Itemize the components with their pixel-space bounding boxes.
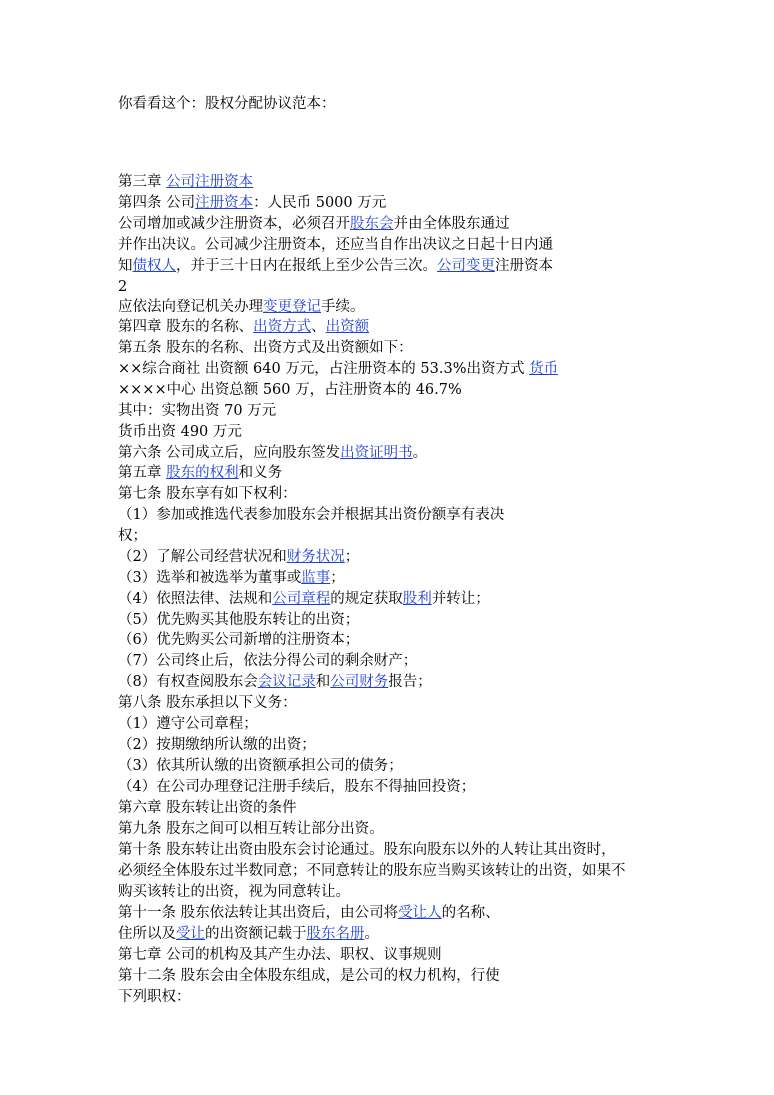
- text-line: [118, 966, 500, 986]
- text-span: 第四条 公司: [118, 195, 196, 211]
- text-line: [118, 422, 242, 442]
- text-line: [118, 882, 350, 902]
- text-line: [118, 861, 626, 881]
- text-span: 你看看这个：股权分配协议范本：: [118, 96, 336, 112]
- text-span: 并转让；: [431, 591, 490, 607]
- hyperlink[interactable]: 公司财务: [330, 674, 389, 690]
- text-span: 并作出决议。公司减少注册资本，还应当自作出决议之日起十日内通: [118, 237, 553, 253]
- text-span: （7）公司终止后，依法分得公司的剩余财产；: [118, 653, 418, 669]
- text-line: [118, 651, 417, 671]
- text-span: （1）参加或推选代表参加股东会并根据其出资份额享有表决: [118, 507, 505, 523]
- text-span: 第四章 股东的名称、: [118, 319, 254, 335]
- hyperlink[interactable]: 监事: [301, 570, 331, 586]
- hyperlink[interactable]: 公司章程: [272, 591, 331, 607]
- text-line: [118, 94, 336, 114]
- text-line: [118, 484, 297, 504]
- text-span: 货币出资 490 万元: [118, 424, 242, 440]
- text-span: 第三章: [118, 174, 167, 190]
- text-span: 第七条 股东享有如下权利：: [118, 486, 297, 502]
- text-span: 第十一条 股东依法转让其出资后，由公司将: [118, 905, 399, 921]
- text-span: 知: [118, 258, 133, 274]
- text-line: [118, 945, 442, 965]
- hyperlink[interactable]: 注册资本: [195, 195, 254, 211]
- text-line: [118, 547, 359, 567]
- text-line: [118, 526, 147, 546]
- text-span: （1）遵守公司章程；: [118, 716, 258, 732]
- text-span: 和: [315, 674, 331, 690]
- text-line: [118, 568, 345, 588]
- hyperlink[interactable]: 出资额: [325, 319, 370, 335]
- text-span: 并由全体股东通过: [393, 216, 510, 232]
- hyperlink[interactable]: 公司变更: [437, 258, 495, 274]
- hyperlink[interactable]: 变更登记: [263, 299, 321, 315]
- text-line: [118, 277, 127, 297]
- text-line: [118, 777, 475, 797]
- text-line: [118, 505, 504, 525]
- text-line: [118, 338, 413, 358]
- text-line: [118, 359, 558, 379]
- text-line: [118, 401, 276, 421]
- hyperlink[interactable]: 出资方式: [253, 319, 312, 335]
- text-span: （4）在公司办理登记注册手续后，股东不得抽回投资；: [118, 779, 476, 795]
- text-line: [118, 443, 427, 463]
- text-line: [118, 903, 500, 923]
- text-span: ，并于三十日内在报纸上至少公告三次。: [176, 258, 437, 274]
- text-line: [118, 610, 359, 630]
- text-span: 应依法向登记机关办理: [118, 299, 263, 315]
- text-span: 。: [412, 445, 428, 461]
- text-line: [118, 693, 297, 713]
- text-span: 住所以及: [118, 926, 176, 942]
- text-line: [118, 735, 316, 755]
- text-span: 注册资本: [495, 258, 553, 274]
- hyperlink[interactable]: 出资证明书: [340, 445, 413, 461]
- text-line: [118, 380, 462, 400]
- text-span: 报告；: [388, 674, 432, 690]
- text-line: [118, 798, 297, 818]
- text-span: （8）有权查阅股东会: [118, 674, 258, 690]
- text-span: 公司增加或减少注册资本，必须召开: [118, 216, 350, 232]
- hyperlink[interactable]: 股东的权利: [166, 465, 239, 481]
- hyperlink[interactable]: 货币: [529, 361, 559, 377]
- text-span: 下列职权：: [118, 989, 191, 1005]
- text-span: 和义务: [238, 465, 283, 481]
- hyperlink[interactable]: 受让人: [398, 905, 442, 921]
- text-line: [118, 297, 365, 317]
- hyperlink[interactable]: 债权人: [132, 258, 176, 274]
- hyperlink[interactable]: 受让: [176, 926, 205, 942]
- text-line: [118, 714, 258, 734]
- text-line: [118, 463, 282, 483]
- text-line: [118, 756, 403, 776]
- text-line: [118, 840, 616, 860]
- text-span: 必须经全体股东过半数同意；不同意转让的股东应当购买该转让的出资，如果不: [118, 863, 626, 879]
- text-line: [118, 193, 386, 213]
- text-line: [118, 214, 510, 234]
- text-line: [118, 235, 553, 255]
- text-span: 、: [311, 319, 326, 335]
- hyperlink[interactable]: 股东会: [350, 216, 394, 232]
- hyperlink[interactable]: 公司注册资本: [166, 174, 254, 190]
- text-line: [118, 589, 490, 609]
- text-span: （4）依照法律、法规和: [118, 591, 273, 607]
- text-span: 的出资额记载于: [205, 926, 307, 942]
- hyperlink[interactable]: 股东名册: [306, 926, 365, 942]
- text-span: 的规定获取: [330, 591, 403, 607]
- text-span: （2）了解公司经营状况和: [118, 549, 287, 565]
- hyperlink[interactable]: 财务状况: [286, 549, 345, 565]
- text-span: （2）按期缴纳所认缴的出资；: [118, 737, 316, 753]
- text-span: ××××中心 出资总额 560 万，占注册资本的 46.7%: [118, 382, 462, 398]
- text-span: ；: [344, 549, 360, 565]
- text-line: [118, 630, 359, 650]
- text-span: （5）优先购买其他股东转让的出资；: [118, 612, 360, 628]
- text-span: 的名称、: [441, 905, 500, 921]
- text-span: 第五章: [118, 465, 167, 481]
- text-span: 其中：实物出资 70 万元: [118, 403, 277, 419]
- text-span: 第七章 公司的机构及其产生办法、职权、议事规则: [118, 947, 442, 963]
- text-span: 第十条 股东转让出资由股东会讨论通过。股东向股东以外的人转让其出资时，: [118, 842, 616, 858]
- text-line: [118, 987, 191, 1007]
- hyperlink[interactable]: 股利: [402, 591, 432, 607]
- text-line: [118, 924, 379, 944]
- text-line: [118, 172, 253, 192]
- text-span: ：人民币 5000 万元: [253, 195, 387, 211]
- text-span: 第六条 公司成立后，应向股东签发: [118, 445, 341, 461]
- text-span: 第九条 股东之间可以相互转让部分出资。: [118, 821, 384, 837]
- text-span: 第五条 股东的名称、出资方式及出资额如下：: [118, 340, 413, 356]
- text-line: [118, 672, 432, 692]
- text-line: [118, 819, 384, 839]
- text-span: 第六章 股东转让出资的条件: [118, 800, 297, 816]
- hyperlink[interactable]: 会议记录: [257, 674, 316, 690]
- text-span: （3）选举和被选举为董事或: [118, 570, 302, 586]
- text-span: （3）依其所认缴的出资额承担公司的债务；: [118, 758, 403, 774]
- text-span: 权；: [118, 528, 147, 544]
- text-span: 手续。: [321, 299, 365, 315]
- text-span: （6）优先购买公司新增的注册资本；: [118, 632, 360, 648]
- text-span: 2: [118, 279, 128, 295]
- text-span: 购买该转让的出资，视为同意转让。: [118, 884, 350, 900]
- text-line: [118, 317, 369, 337]
- text-span: ××综合商社 出资额 640 万元，占注册资本的 53.3%出资方式: [118, 361, 530, 377]
- text-span: 第十二条 股东会由全体股东组成，是公司的权力机构，行使: [118, 968, 500, 984]
- text-span: ；: [330, 570, 345, 586]
- text-span: 第八条 股东承担以下义务：: [118, 695, 297, 711]
- text-line: [118, 256, 553, 276]
- text-span: 。: [364, 926, 379, 942]
